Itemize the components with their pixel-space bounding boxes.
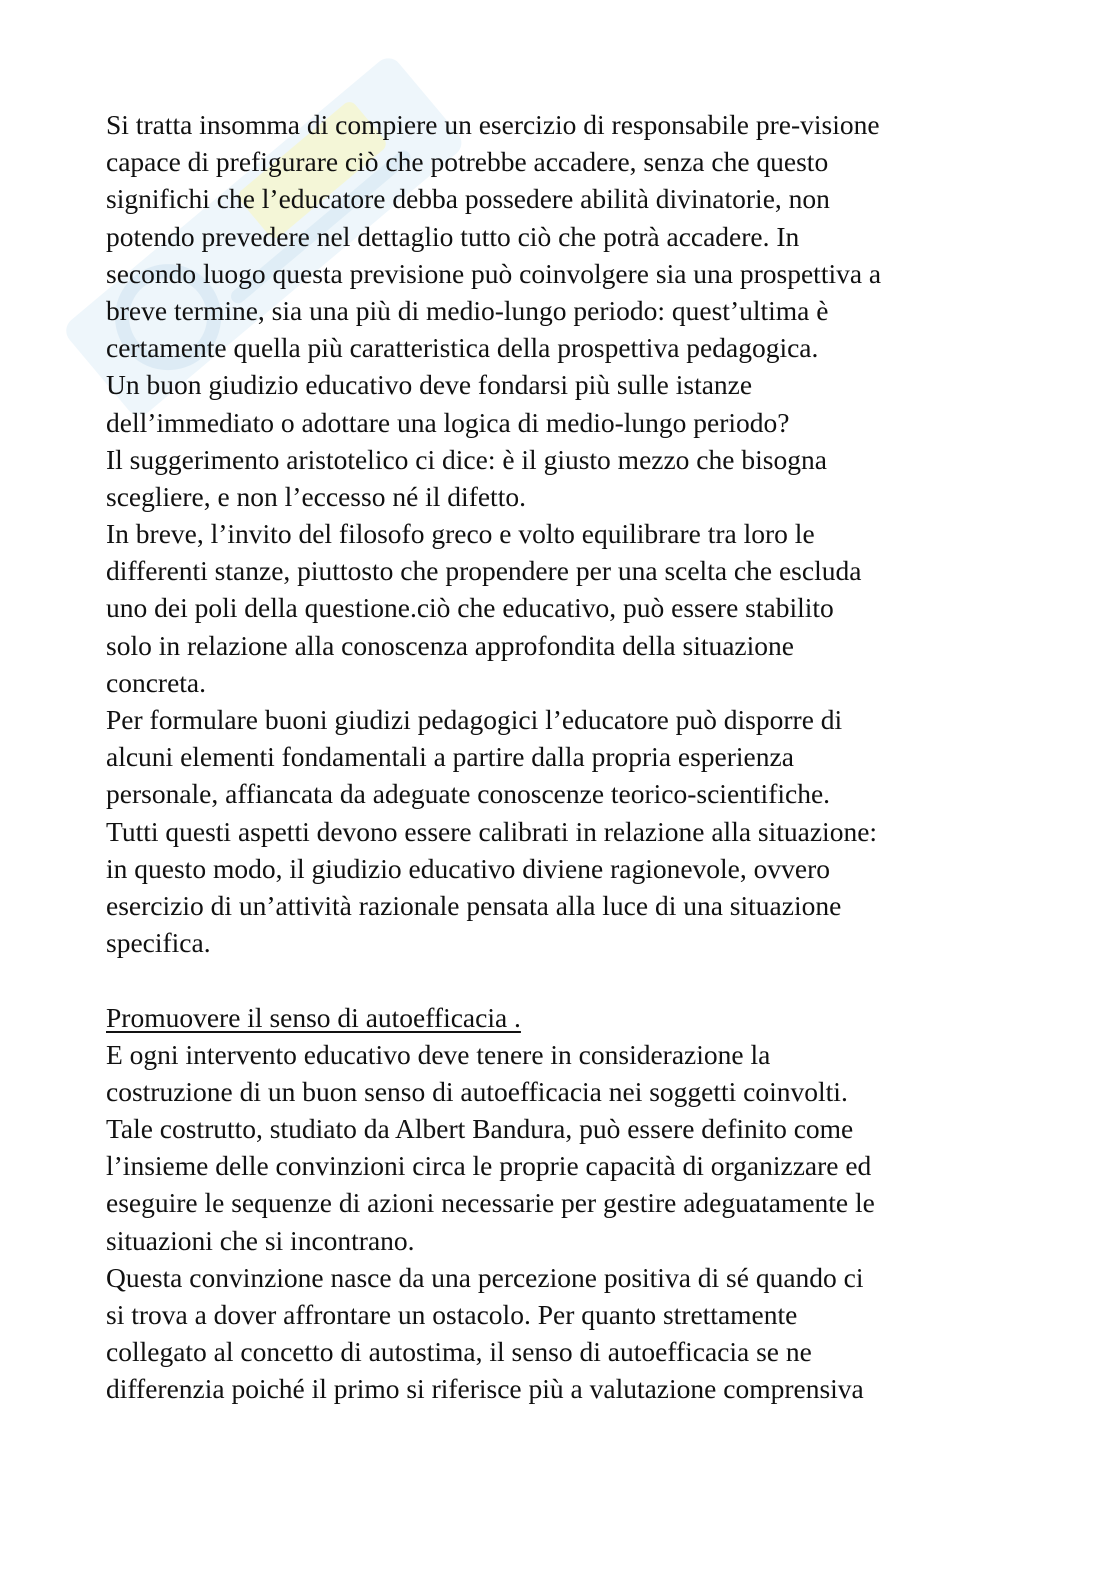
paragraph-2: [106, 366, 1026, 440]
text-line: specifica.: [106, 927, 211, 959]
text-line: collegato al concetto di autostima, il senso di autoefficacia se ne: [106, 1336, 812, 1368]
text-line: situazioni che si incontrano.: [106, 1224, 415, 1256]
section-heading: Promuovere il senso di autoefficacia .: [106, 1001, 521, 1033]
text-line: differenti stanze, piuttosto che propendere per una scelta che escluda: [106, 555, 862, 587]
paragraph-4: [106, 515, 1026, 701]
text-line: Il suggerimento aristotelico ci dice: è il giusto mezzo che bisogna: [106, 443, 827, 475]
paragraph-7: [106, 1259, 1026, 1408]
text-line: Un buon giudizio educativo deve fondarsi più sulle istanze: [106, 369, 753, 401]
text-line: l’insieme delle convinzioni circa le proprie capacità di organizzare ed: [106, 1150, 872, 1182]
text-line: scegliere, e non l’eccesso né il difetto.: [106, 480, 526, 512]
text-line: potendo prevedere nel dettaglio tutto ciò che potrà accadere. In: [106, 220, 800, 252]
blank-line: [106, 961, 1026, 998]
paragraph-1: [106, 106, 1026, 366]
text-line: solo in relazione alla conoscenza approfondita della situazione: [106, 629, 794, 661]
text-line: significhi che l’educatore debba possedere abilità divinatorie, non: [106, 183, 830, 215]
text-line: In breve, l’invito del filosofo greco e volto equilibrare tra loro le: [106, 518, 815, 550]
text-line: differenzia poiché il primo si riferisce più a valutazione comprensiva: [106, 1373, 864, 1405]
paragraph-5: [106, 701, 1026, 961]
text-line: capace di prefigurare ciò che potrebbe accadere, senza che questo: [106, 146, 829, 178]
text-line: Tutti questi aspetti devono essere calibrati in relazione alla situazione:: [106, 815, 878, 847]
text-line: secondo luogo questa previsione può coinvolgere sia una prospettiva a: [106, 257, 882, 289]
text-line: alcuni elementi fondamentali a partire dalla propria esperienza: [106, 741, 794, 773]
text-line: si trova a dover affrontare un ostacolo. Per quanto strettamente: [106, 1299, 798, 1330]
text-line: esercizio di un’attività razionale pensata alla luce di una situazione: [106, 889, 842, 921]
paragraph-6: [106, 1036, 1026, 1259]
text-line: certamente quella più caratteristica della prospettiva pedagogica.: [106, 332, 819, 364]
text-line: concreta.: [106, 666, 206, 698]
paragraph-3: [106, 441, 1026, 515]
text-line: costruzione di un buon senso di autoefficacia nei soggetti coinvolti.: [106, 1075, 848, 1107]
document-body: [106, 106, 1026, 1408]
text-line: in questo modo, il giudizio educativo diviene ragionevole, ovvero: [106, 852, 830, 884]
section-heading-block: [106, 999, 1026, 1036]
text-line: Per formulare buoni giudizi pedagogici l’educatore può disporre di: [106, 704, 843, 735]
text-line: dell’immediato o adottare una logica di medio-lungo periodo?: [106, 406, 790, 438]
text-line: breve termine, sia una più di medio-lungo periodo: quest’ultima è: [106, 294, 829, 326]
text-line: Si tratta insomma di compiere un esercizio di responsabile pre-visione: [106, 109, 880, 140]
text-line: uno dei poli della questione.ciò che educativo, può essere stabilito: [106, 592, 834, 624]
text-line: eseguire le sequenze di azioni necessarie per gestire adeguatamente le: [106, 1187, 875, 1219]
text-line: Tale costrutto, studiato da Albert Bandura, può essere definito come: [106, 1113, 854, 1145]
text-line: personale, affiancata da adeguate conoscenze teorico-scientifiche.: [106, 778, 831, 810]
text-line: Questa convinzione nasce da una percezione positiva di sé quando ci: [106, 1261, 864, 1293]
text-line: E ogni intervento educativo deve tenere in considerazione la: [106, 1038, 771, 1070]
